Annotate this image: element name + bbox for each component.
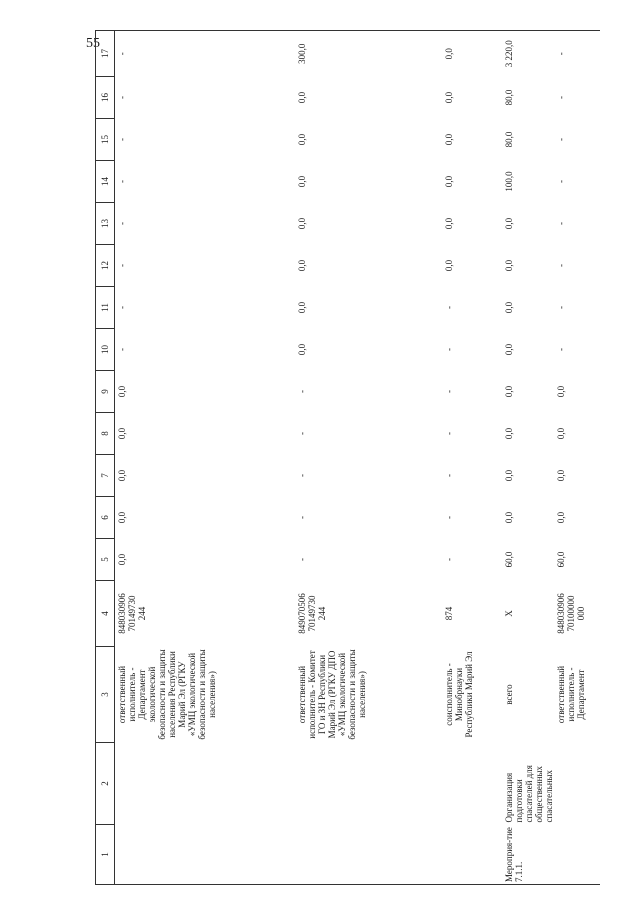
cell-value-col-16: - xyxy=(556,96,566,99)
cell-c1: Мероприя-тие 7.1.1. xyxy=(502,825,554,885)
cell-c3: ответственный исполнитель - Департамент экологической безопасности и защиты населения Республики Марий Эл (РГКУ «УМЦ экологической безопасности и защиты населения») xyxy=(117,649,217,740)
table-body xyxy=(115,31,601,885)
column-header-11: 11 xyxy=(96,287,115,329)
cell-value-col-8: - xyxy=(297,432,307,435)
cell-value-col-11: 0,0 xyxy=(504,301,514,314)
cell-value-col-10: - xyxy=(556,348,566,351)
cell-value-col-16: 0,0 xyxy=(297,91,307,104)
cell-value-col-14: - xyxy=(117,180,127,183)
cell-value-col-8: - xyxy=(444,432,454,435)
cell-value-col-5: 60,0 xyxy=(556,551,566,568)
cell-value-col-13: - xyxy=(556,222,566,225)
cell-value-col-5: - xyxy=(297,558,307,561)
column-header-17: 17 xyxy=(96,31,115,77)
cell-value-col-14: - xyxy=(556,180,566,183)
column-header-2: 2 xyxy=(96,743,115,825)
column-header-5: 5 xyxy=(96,539,115,581)
cell-c1 xyxy=(115,825,296,885)
cell-c1 xyxy=(554,825,600,885)
cell-value-col-7: 0,0 xyxy=(504,469,514,482)
cell-value-col-9: 0,0 xyxy=(504,385,514,398)
column-header-7: 7 xyxy=(96,455,115,497)
cell-c4: 849070506 70149730 244 xyxy=(297,593,327,634)
cell-c4: X xyxy=(504,610,514,617)
column-header-6: 6 xyxy=(96,497,115,539)
cell-value-col-12: - xyxy=(117,264,127,267)
cell-value-col-9: 0,0 xyxy=(117,385,127,398)
column-header-3: 3 xyxy=(96,647,115,743)
column-header-10: 10 xyxy=(96,329,115,371)
cell-c2 xyxy=(442,743,502,825)
cell-value-col-16: 0,0 xyxy=(444,91,454,104)
cell-c4: 848030906 70100000 000 xyxy=(556,593,586,634)
cell-c3: ответственный исполнитель - Комитет ГО и ЗН Республики Марий Эл (РГКУ ДПО «УМЦ экологической безопасности и защиты населения») xyxy=(297,649,367,740)
cell-c4: 848030906 70149730 244 xyxy=(117,593,147,634)
column-header-16: 16 xyxy=(96,77,115,119)
table-row xyxy=(295,31,442,885)
cell-value-col-13: 0,0 xyxy=(504,217,514,230)
cell-value-col-10: - xyxy=(444,348,454,351)
cell-c2 xyxy=(115,743,296,825)
cell-value-col-12: 0,0 xyxy=(504,259,514,272)
cell-c1 xyxy=(442,825,502,885)
cell-value-col-11: - xyxy=(444,306,454,309)
budget-table-rotated xyxy=(95,35,586,885)
column-header-12: 12 xyxy=(96,245,115,287)
column-header-8: 8 xyxy=(96,413,115,455)
cell-c2: Организация подготовки спасателей для общественных спасательных xyxy=(504,765,554,823)
column-header-13: 13 xyxy=(96,203,115,245)
cell-value-col-5: 60,0 xyxy=(504,551,514,568)
column-header-9: 9 xyxy=(96,371,115,413)
cell-value-col-16: 80,0 xyxy=(504,89,514,106)
cell-value-col-15: 80,0 xyxy=(504,131,514,148)
cell-value-col-6: 0,0 xyxy=(117,511,127,524)
cell-value-col-13: 0,0 xyxy=(444,217,454,230)
cell-value-col-15: 0,0 xyxy=(444,133,454,146)
cell-value-col-11: - xyxy=(117,306,127,309)
cell-value-col-13: 0,0 xyxy=(297,217,307,230)
page-number: 55 xyxy=(86,36,100,51)
table-row xyxy=(502,31,554,885)
cell-value-col-12: - xyxy=(556,264,566,267)
cell-value-col-7: - xyxy=(297,474,307,477)
cell-c4: 874 xyxy=(444,606,454,621)
cell-c3: ответственный исполнитель - Департамент xyxy=(556,665,586,724)
cell-value-col-12: 0,0 xyxy=(297,259,307,272)
cell-value-col-15: 0,0 xyxy=(297,133,307,146)
cell-c2 xyxy=(295,743,442,825)
cell-c3: всего xyxy=(504,684,514,705)
cell-value-col-14: 100,0 xyxy=(504,171,514,192)
table-header-row xyxy=(96,31,115,885)
cell-value-col-14: 0,0 xyxy=(297,175,307,188)
cell-value-col-10: 0,0 xyxy=(297,343,307,356)
cell-value-col-5: - xyxy=(444,558,454,561)
column-header-1: 1 xyxy=(96,825,115,885)
cell-c1 xyxy=(295,825,442,885)
cell-value-col-17: - xyxy=(115,31,296,77)
cell-value-col-17: - xyxy=(554,31,600,77)
cell-value-col-8: 0,0 xyxy=(504,427,514,440)
cell-value-col-9: - xyxy=(297,390,307,393)
cell-value-col-15: - xyxy=(556,138,566,141)
cell-value-col-17: 300,0 xyxy=(295,31,442,77)
cell-value-col-9: - xyxy=(444,390,454,393)
cell-value-col-13: - xyxy=(117,222,127,225)
cell-value-col-11: 0,0 xyxy=(297,301,307,314)
cell-value-col-7: - xyxy=(444,474,454,477)
column-header-15: 15 xyxy=(96,119,115,161)
budget-table xyxy=(95,30,600,885)
column-header-14: 14 xyxy=(96,161,115,203)
cell-value-col-8: 0,0 xyxy=(556,427,566,440)
cell-value-col-17: 3 220,0 xyxy=(502,31,554,77)
cell-value-col-17: 0,0 xyxy=(442,31,502,77)
cell-value-col-6: 0,0 xyxy=(504,511,514,524)
cell-value-col-10: 0,0 xyxy=(504,343,514,356)
cell-value-col-16: - xyxy=(117,96,127,99)
cell-c2 xyxy=(554,743,600,825)
cell-value-col-5: 0,0 xyxy=(117,553,127,566)
cell-value-col-9: 0,0 xyxy=(556,385,566,398)
cell-value-col-7: 0,0 xyxy=(117,469,127,482)
cell-value-col-6: 0,0 xyxy=(556,511,566,524)
cell-value-col-10: - xyxy=(117,348,127,351)
cell-value-col-6: - xyxy=(297,516,307,519)
cell-value-col-6: - xyxy=(444,516,454,519)
cell-value-col-12: 0,0 xyxy=(444,259,454,272)
cell-value-col-15: - xyxy=(117,138,127,141)
cell-c3: соисполнитель - Минобрнауки Республики Марий Эл xyxy=(444,651,474,738)
column-header-4: 4 xyxy=(96,581,115,647)
table-row xyxy=(554,31,600,885)
table-row xyxy=(442,31,502,885)
cell-value-col-8: 0,0 xyxy=(117,427,127,440)
cell-value-col-7: 0,0 xyxy=(556,469,566,482)
table-row xyxy=(115,31,296,885)
cell-value-col-14: 0,0 xyxy=(444,175,454,188)
cell-value-col-11: - xyxy=(556,306,566,309)
